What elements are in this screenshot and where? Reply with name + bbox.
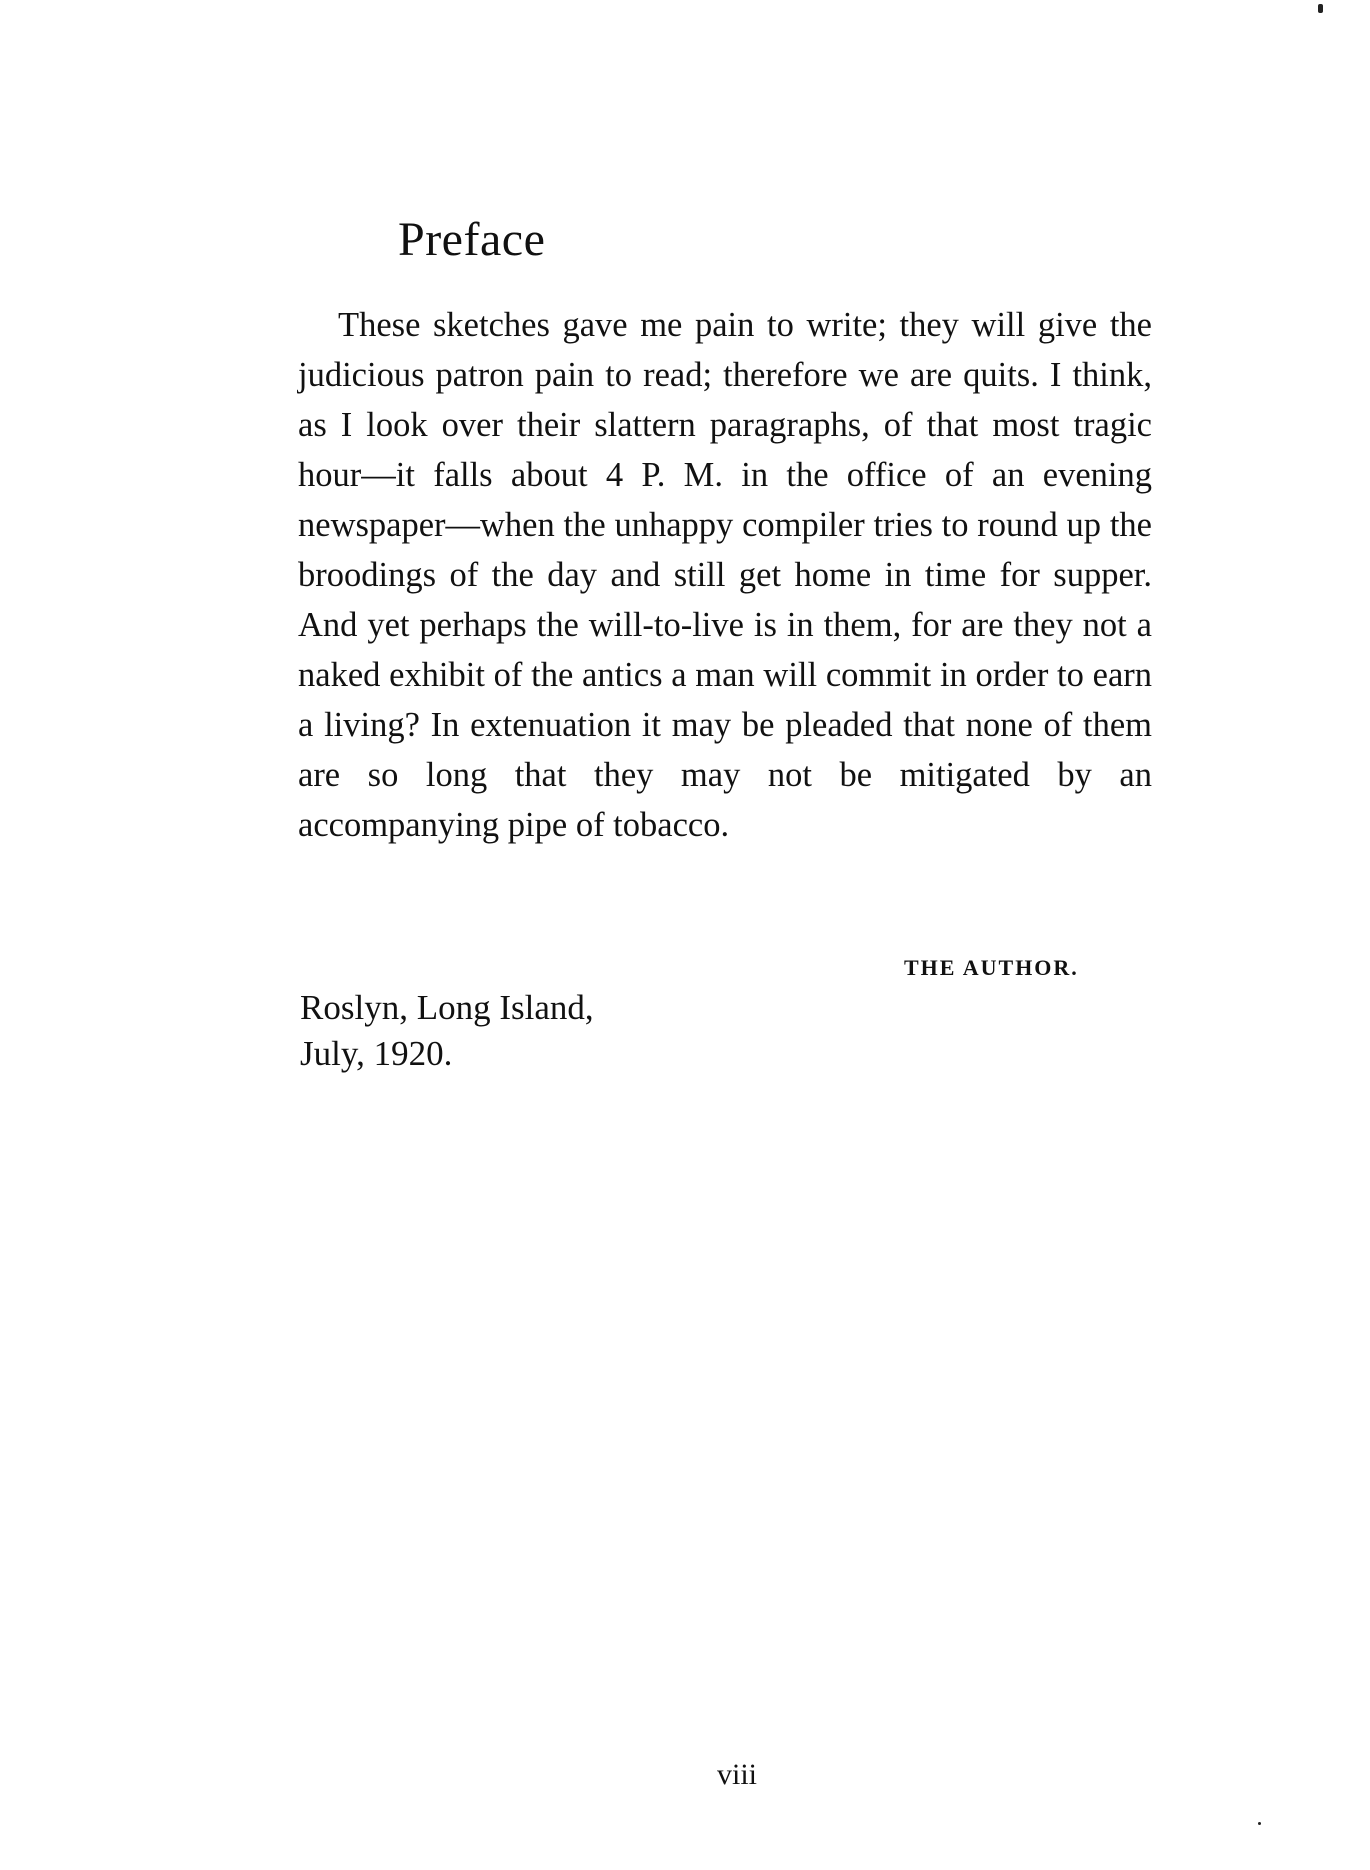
preface-paragraph: These sketches gave me pain to write; they will give the judicious patron pain to read; therefore we are quits. I think, as I look over their slattern paragraphs, of that most tragic hour—it falls about 4 P. M. in the office of an evening newspaper—when the unhappy compiler tries to round up the broodings of the day and still get home in time for supper. And yet perhaps the will-to-live is in them, for are they not a naked exhibit of the antics a man will commit in order to earn a living? In extenuation it may be pleaded that none of them are so long that they may not be mitigated by an accompanying pipe of tobacco. (298, 306, 1152, 844)
author-signature: THE AUTHOR. (904, 955, 1079, 980)
scan-speck (1258, 1822, 1261, 1825)
page-title: Preface (398, 213, 546, 266)
dateline-place: Roslyn, Long Island, (300, 988, 594, 1027)
dateline-date: July, 1920. (300, 1034, 453, 1073)
scan-speck (1318, 4, 1323, 13)
page-number: viii (717, 1758, 758, 1791)
dateline (300, 985, 594, 1077)
